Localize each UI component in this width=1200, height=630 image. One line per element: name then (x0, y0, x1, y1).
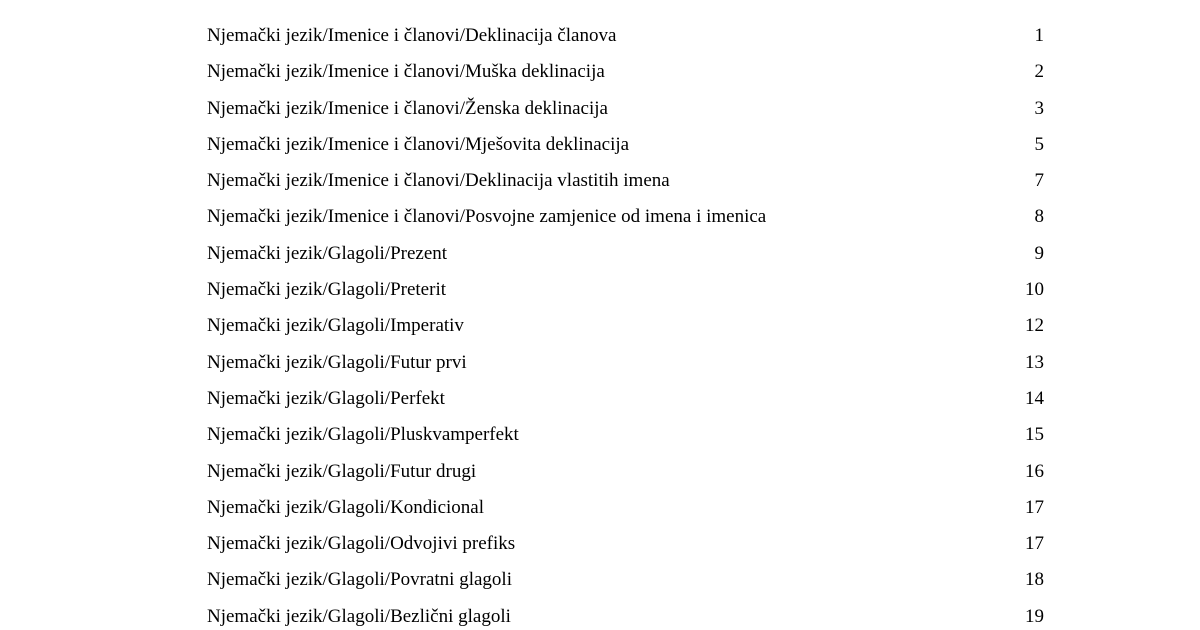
toc-entry-page-number: 15 (1025, 424, 1044, 446)
toc-entry-page-number: 10 (1025, 279, 1044, 301)
toc-entry[interactable] (207, 272, 1044, 308)
toc-entry-page-number: 17 (1025, 533, 1044, 555)
toc-entry-page-number: 3 (1034, 97, 1044, 119)
toc-entry-page-number: 19 (1025, 605, 1044, 627)
toc-entry-title[interactable]: Njemački jezik/Imenice i članovi/Posvojne zamjenice od imena i imenica (207, 206, 767, 228)
toc-entry-title[interactable]: Njemački jezik/Glagoli/Imperativ (207, 315, 464, 337)
toc-entry-page-number: 5 (1034, 133, 1044, 155)
toc-entry-title[interactable]: Njemački jezik/Glagoli/Prezent (207, 242, 448, 264)
toc-entry-page-number: 14 (1025, 387, 1044, 409)
toc-entry-title[interactable]: Njemački jezik/Glagoli/Kondicional (207, 496, 485, 518)
toc-entry-page-number: 18 (1025, 569, 1044, 591)
toc-entry-title[interactable]: Njemački jezik/Glagoli/Futur prvi (207, 351, 467, 373)
toc-entry-title[interactable]: Njemački jezik/Glagoli/Perfekt (207, 387, 445, 409)
toc-entry[interactable] (207, 526, 1044, 562)
toc-entry-page-number: 13 (1025, 351, 1044, 373)
toc-entry-title[interactable]: Njemački jezik/Glagoli/Bezlični glagoli (207, 605, 511, 627)
toc-entry[interactable] (207, 91, 1044, 127)
toc-entry-title[interactable]: Njemački jezik/Imenice i članovi/Muška deklinacija (207, 61, 605, 83)
toc-entry-page-number: 12 (1025, 315, 1044, 337)
toc-entry-title[interactable]: Njemački jezik/Glagoli/Preterit (207, 279, 447, 301)
toc-entry[interactable] (207, 562, 1044, 598)
toc-entry[interactable] (207, 236, 1044, 272)
table-of-contents (207, 18, 1044, 630)
cropped-heading-fragment (196, 0, 286, 2)
toc-entry-page-number: 9 (1034, 242, 1044, 264)
toc-entry-page-number: 16 (1025, 460, 1044, 482)
toc-entry[interactable] (207, 417, 1044, 453)
toc-entry-page-number: 17 (1025, 496, 1044, 518)
toc-entry[interactable] (207, 308, 1044, 344)
toc-entry-title[interactable]: Njemački jezik/Glagoli/Futur drugi (207, 460, 477, 482)
toc-entry[interactable] (207, 599, 1044, 630)
toc-entry-title[interactable]: Njemački jezik/Imenice i članovi/Deklinacija vlastitih imena (207, 170, 670, 192)
toc-entry[interactable] (207, 127, 1044, 163)
toc-entry-page-number: 2 (1034, 61, 1044, 83)
toc-entry-title[interactable]: Njemački jezik/Imenice i članovi/Mješovita deklinacija (207, 133, 630, 155)
toc-entry[interactable] (207, 18, 1044, 54)
toc-entry-title[interactable]: Njemački jezik/Imenice i članovi/Ženska deklinacija (207, 97, 608, 119)
toc-entry[interactable] (207, 454, 1044, 490)
toc-entry-page-number: 8 (1034, 206, 1044, 228)
toc-entry-page-number: 1 (1034, 25, 1044, 46)
toc-entry[interactable] (207, 54, 1044, 90)
toc-entry[interactable] (207, 345, 1044, 381)
toc-entry-page-number: 7 (1034, 170, 1044, 192)
toc-entry[interactable] (207, 490, 1044, 526)
toc-entry[interactable] (207, 199, 1044, 235)
toc-entry-title[interactable]: Njemački jezik/Glagoli/Pluskvamperfekt (207, 424, 519, 446)
toc-entry-title[interactable]: Njemački jezik/Glagoli/Povratni glagoli (207, 569, 512, 591)
toc-entry-title[interactable]: Njemački jezik/Glagoli/Odvojivi prefiks (207, 533, 516, 555)
toc-entry-title[interactable]: Njemački jezik/Imenice i članovi/Deklinacija članova (207, 25, 617, 46)
toc-entry[interactable] (207, 163, 1044, 199)
toc-entry[interactable] (207, 381, 1044, 417)
